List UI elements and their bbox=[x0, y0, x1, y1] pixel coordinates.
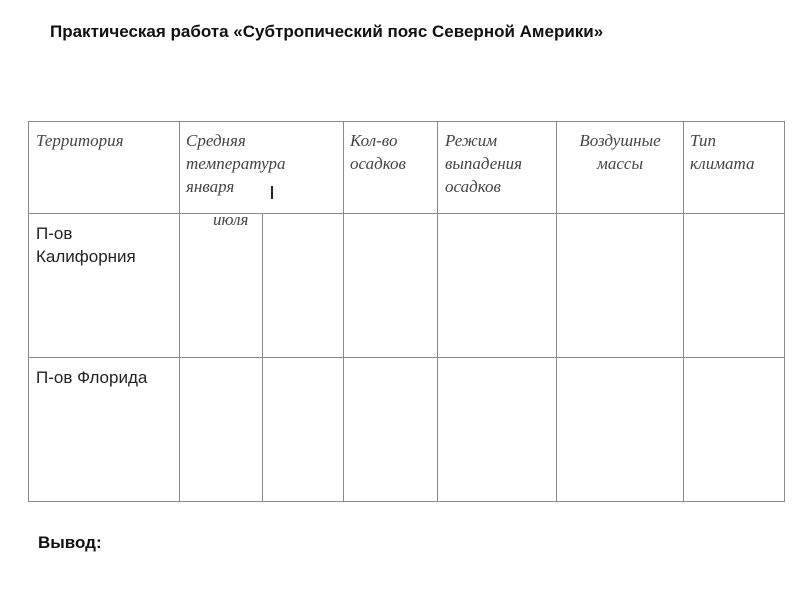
table-border-right bbox=[784, 121, 785, 502]
header-airmass-line2: массы bbox=[597, 154, 643, 173]
cell-california-regime[interactable] bbox=[438, 214, 556, 357]
header-airmass-line1: Воздушные bbox=[579, 131, 661, 150]
cell-california-january[interactable] bbox=[180, 214, 262, 357]
header-avg-temp-line2: температура bbox=[186, 154, 286, 173]
header-climate-type bbox=[690, 129, 755, 175]
header-territory bbox=[36, 129, 124, 152]
header-precip-line2: осадков bbox=[350, 154, 406, 173]
cell-california-july[interactable] bbox=[263, 214, 343, 357]
cell-california-precipitation[interactable] bbox=[344, 214, 437, 357]
cell-florida-climate[interactable] bbox=[684, 358, 784, 501]
cell-florida-regime[interactable] bbox=[438, 358, 556, 501]
row-florida-territory bbox=[36, 366, 147, 389]
table-border-top bbox=[28, 121, 784, 122]
header-avg-temp-january: января bbox=[186, 177, 235, 196]
header-precipitation bbox=[350, 129, 406, 175]
text-cursor-mark bbox=[271, 186, 273, 199]
cell-florida-july[interactable] bbox=[263, 358, 343, 501]
cell-florida-precipitation[interactable] bbox=[344, 358, 437, 501]
cell-florida-january[interactable] bbox=[180, 358, 262, 501]
header-regime-line1: Режим bbox=[445, 131, 498, 150]
row-california-line2: Калифорния bbox=[36, 247, 136, 266]
header-territory-label: Территория bbox=[36, 131, 124, 150]
row-california-line1: П-ов bbox=[36, 224, 73, 243]
table-border-bottom bbox=[28, 501, 784, 502]
page-title: Практическая работа «Субтропический пояс Северной Америки» bbox=[50, 22, 604, 41]
header-air-masses bbox=[560, 129, 680, 175]
header-precip-line1: Кол-во bbox=[350, 131, 398, 150]
header-climate-line1: Тип bbox=[690, 131, 717, 150]
header-regime-line2: выпадения bbox=[445, 154, 523, 173]
row-california-territory bbox=[36, 222, 136, 268]
cell-california-climate[interactable] bbox=[684, 214, 784, 357]
header-climate-line2: климата bbox=[690, 154, 755, 173]
cell-california-air-masses[interactable] bbox=[557, 214, 683, 357]
table-border-left bbox=[28, 121, 29, 502]
header-precip-regime bbox=[445, 129, 522, 198]
conclusion-label: Вывод: bbox=[38, 533, 102, 552]
cell-florida-air-masses[interactable] bbox=[557, 358, 683, 501]
header-avg-temp-line1: Средняя bbox=[186, 131, 246, 150]
row-florida-line1: П-ов Флорида bbox=[36, 368, 148, 387]
header-avg-temp-july: июля bbox=[213, 210, 249, 229]
header-regime-line3: осадков bbox=[445, 177, 501, 196]
